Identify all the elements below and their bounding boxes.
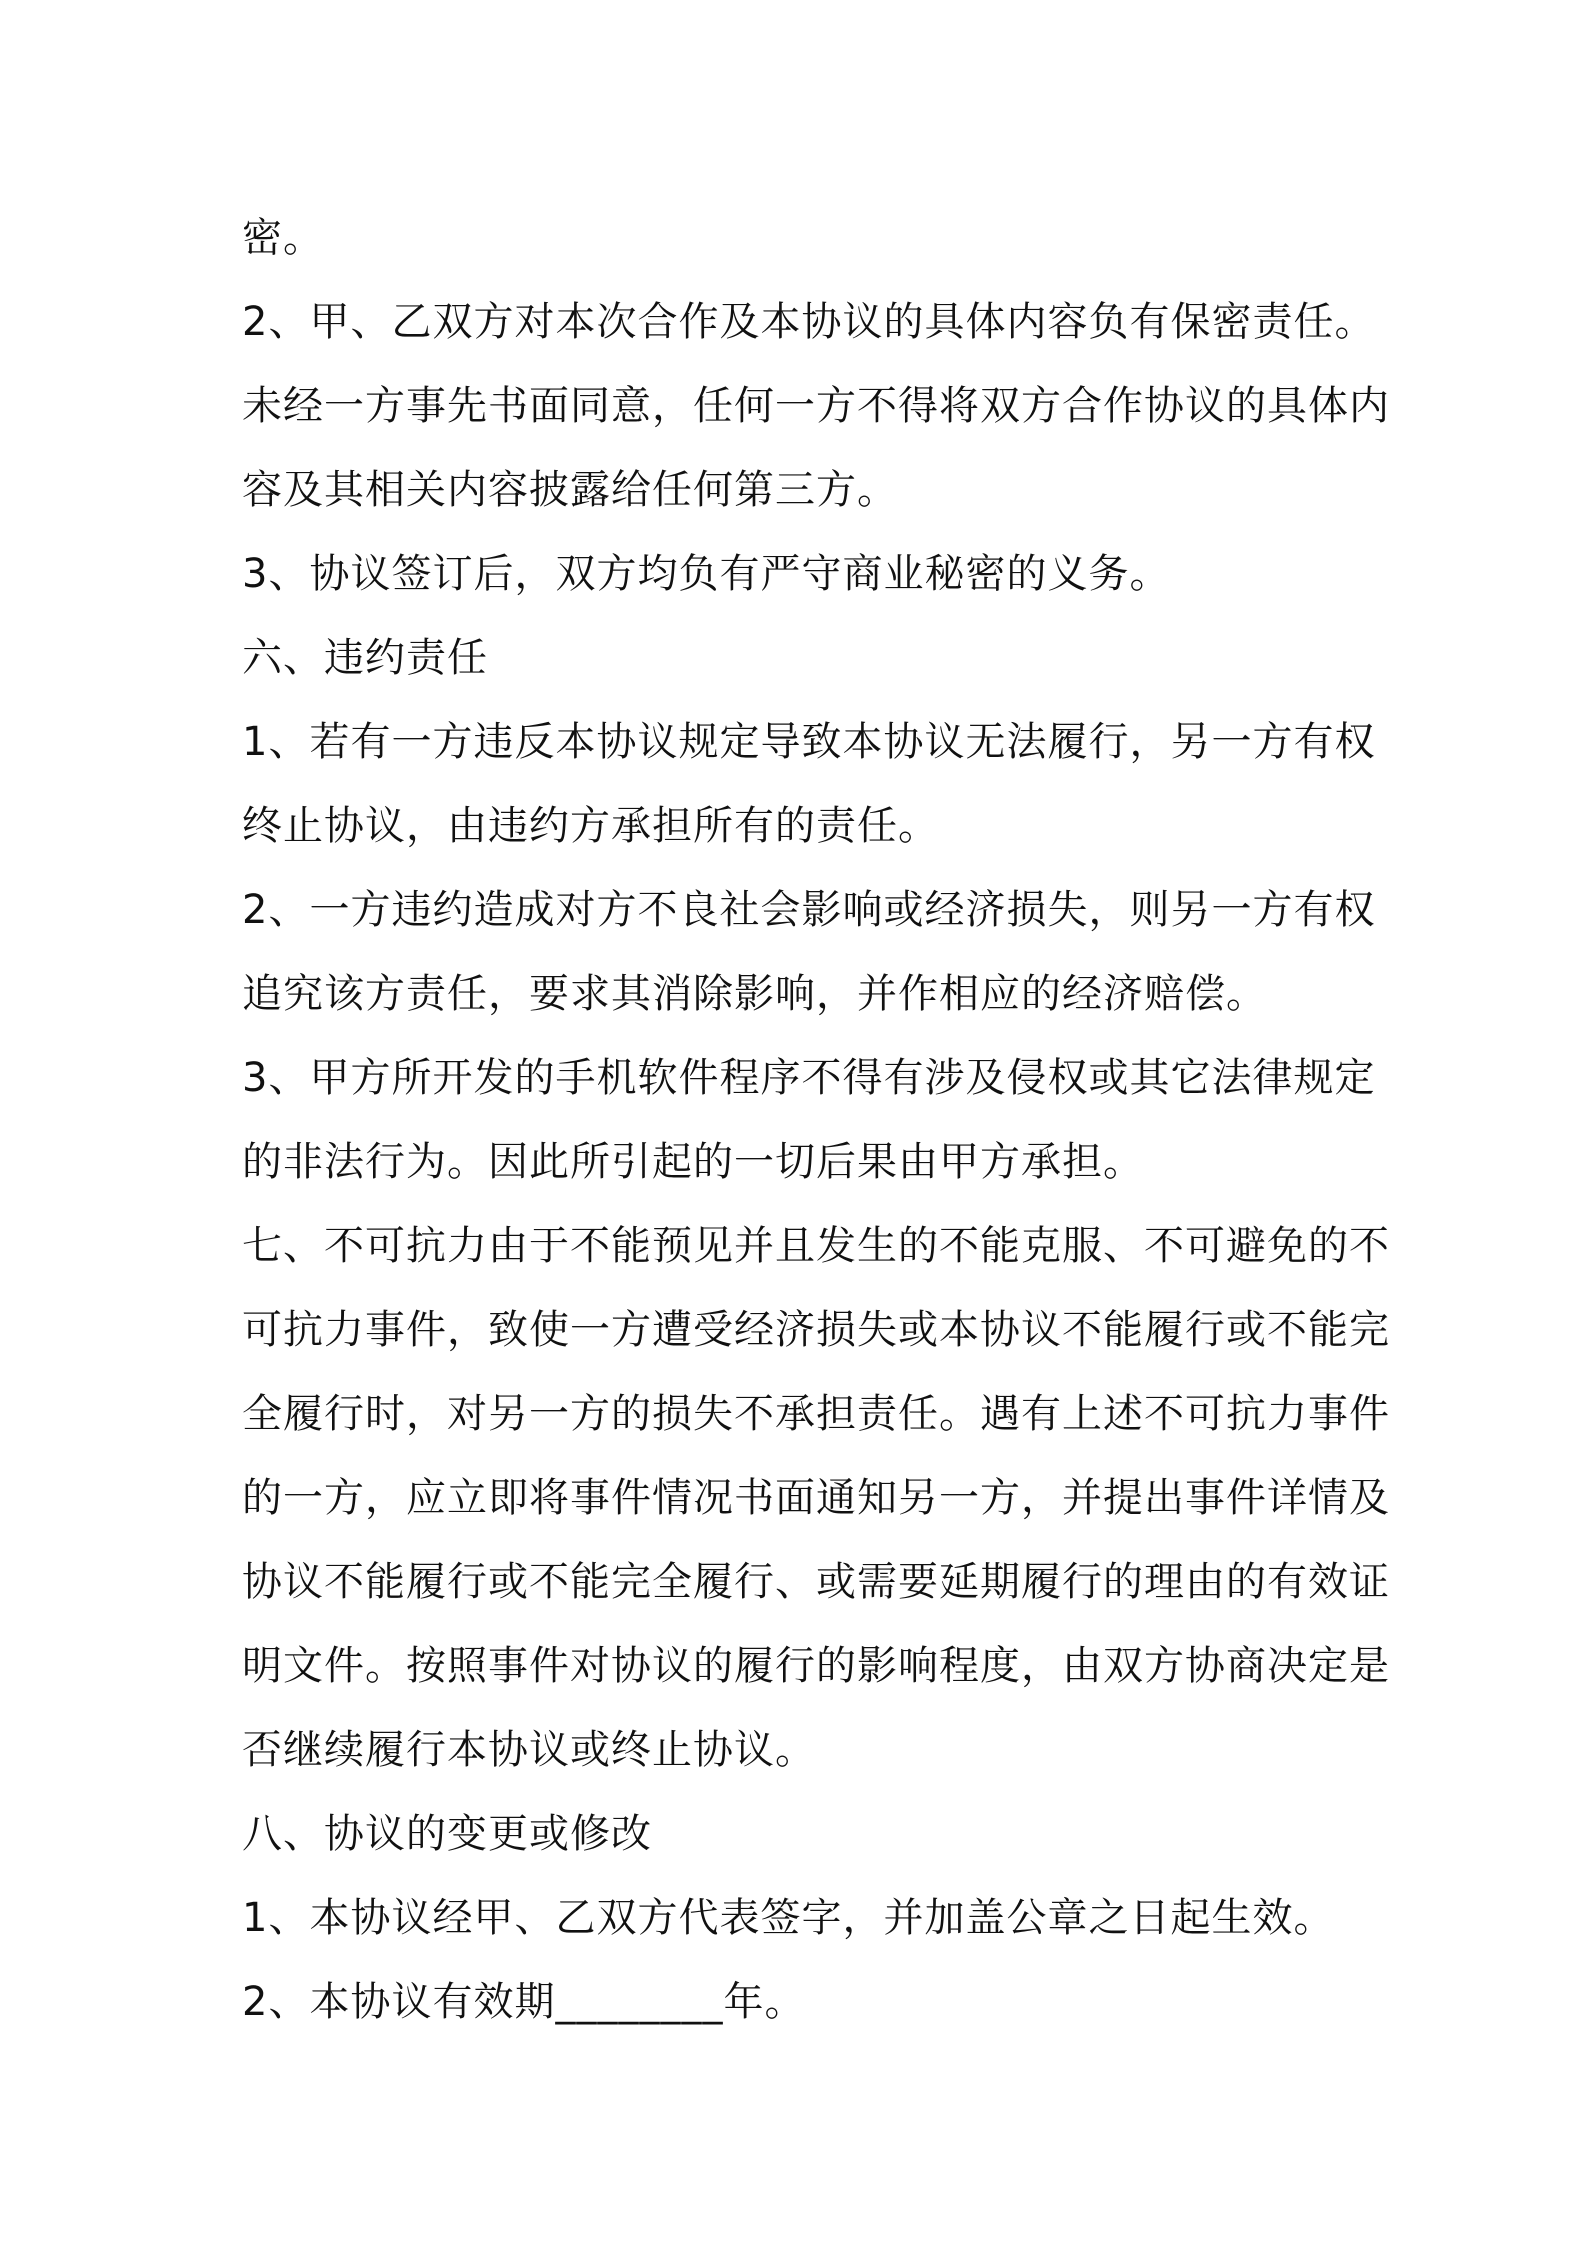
- section-heading: 八、协议的变更或修改: [242, 1811, 652, 1857]
- text-line: 未经一方事先书面同意，任何一方不得将双方合作协议的具体内: [242, 383, 1390, 429]
- text-line: 1、若有一方违反本协议规定导致本协议无法履行，另一方有权: [242, 719, 1376, 765]
- text-line: 的一方，应立即将事件情况书面通知另一方，并提出事件详情及: [242, 1475, 1390, 1521]
- text-line: 密。: [242, 215, 324, 261]
- text-line: 否继续履行本协议或终止协议。: [242, 1727, 816, 1773]
- text-line: 可抗力事件，致使一方遭受经济损失或本协议不能履行或不能完: [242, 1307, 1390, 1353]
- text-line: 2、一方违约造成对方不良社会影响或经济损失，则另一方有权: [242, 887, 1376, 933]
- section-heading: 六、违约责任: [242, 635, 488, 681]
- text-line: 协议不能履行或不能完全履行、或需要延期履行的理由的有效证: [242, 1559, 1390, 1605]
- text-line: 1、本协议经甲、乙双方代表签字，并加盖公章之日起生效。: [242, 1895, 1335, 1941]
- text-line: 七、不可抗力由于不能预见并且发生的不能克服、不可避免的不: [242, 1223, 1390, 1269]
- text-line: 2、本协议有效期________年。: [242, 1979, 806, 2025]
- text-line: 终止协议，由违约方承担所有的责任。: [242, 803, 939, 849]
- text-line: 全履行时，对另一方的损失不承担责任。遇有上述不可抗力事件: [242, 1391, 1390, 1437]
- text-line: 3、协议签订后，双方均负有严守商业秘密的义务。: [242, 551, 1171, 597]
- text-line: 的非法行为。因此所引起的一切后果由甲方承担。: [242, 1139, 1144, 1185]
- text-line: 3、甲方所开发的手机软件程序不得有涉及侵权或其它法律规定: [242, 1055, 1376, 1101]
- text-line: 容及其相关内容披露给任何第三方。: [242, 467, 898, 513]
- text-line: 追究该方责任，要求其消除影响，并作相应的经济赔偿。: [242, 971, 1267, 1017]
- text-line: 明文件。按照事件对协议的履行的影响程度，由双方协商决定是: [242, 1643, 1390, 1689]
- document-body: [242, 196, 1390, 2044]
- text-line: 2、甲、乙双方对本次合作及本协议的具体内容负有保密责任。: [242, 299, 1376, 345]
